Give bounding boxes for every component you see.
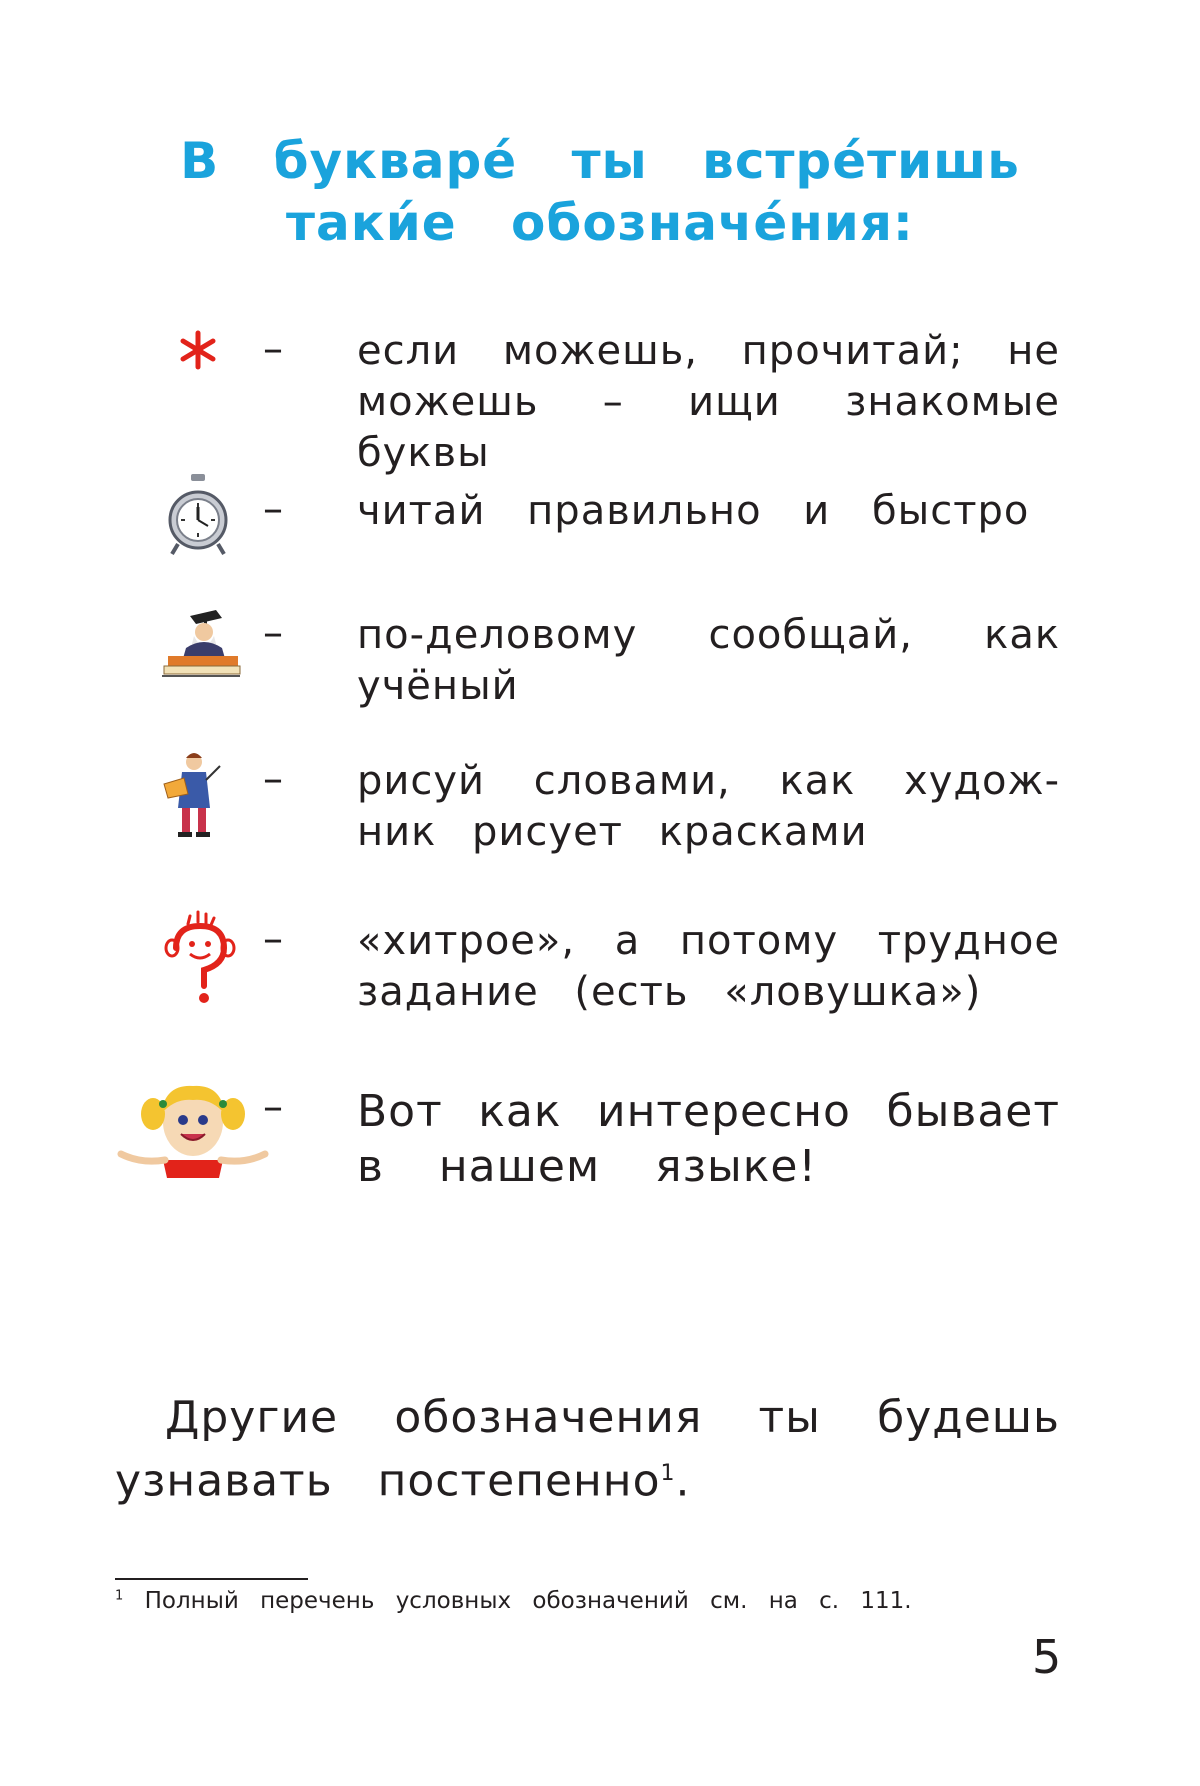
- asterisk-icon: [178, 330, 218, 374]
- legend-dash: –: [263, 756, 283, 802]
- legend-description: «хитрое», а потому трудное задание (есть «ловушка»): [357, 918, 1060, 1015]
- legend-description: если можешь, прочитай; не можешь – ищи знакомые буквы: [357, 328, 1060, 476]
- footnote: [115, 1588, 912, 1614]
- legend-dash: –: [263, 610, 283, 656]
- page-number: 5: [1032, 1630, 1062, 1684]
- footnote-reference[interactable]: 1: [660, 1461, 676, 1486]
- footnote-mark: 1: [115, 1588, 124, 1604]
- legend-dash: –: [263, 326, 283, 372]
- girl-icon: [115, 1074, 271, 1182]
- scholar-icon: [160, 606, 242, 684]
- footnote-divider: [115, 1578, 308, 1580]
- legend-description: читай правильно и быстро: [357, 488, 1030, 534]
- legend-dash: –: [263, 486, 283, 532]
- closing-line-1: Другие обозначения ты будешь: [165, 1392, 1060, 1443]
- artist-icon: [162, 750, 226, 844]
- alarm-clock-icon: [166, 470, 230, 560]
- question-face-icon: [164, 910, 236, 1010]
- page-title: [0, 130, 1200, 254]
- legend-description: по-деловому сообщай, как учёный: [357, 612, 1060, 709]
- title-line-1: В букваре́ ты встре́тишь: [180, 132, 1020, 190]
- legend-description: рисуй словами, как худож- ник рисует красками: [357, 758, 1060, 855]
- title-line-2: таки́е обозначе́ния:: [286, 194, 914, 252]
- legend-dash: –: [263, 916, 283, 962]
- closing-paragraph: [115, 1390, 1060, 1510]
- footnote-text: Полный перечень условных обозначений см. на с. 111.: [144, 1588, 912, 1614]
- legend-dash: –: [263, 1084, 283, 1130]
- legend-description: Вот как интересно бывает в нашем языке!: [357, 1086, 1060, 1192]
- closing-line-2: узнавать постепенно$^1$.: [115, 1455, 691, 1507]
